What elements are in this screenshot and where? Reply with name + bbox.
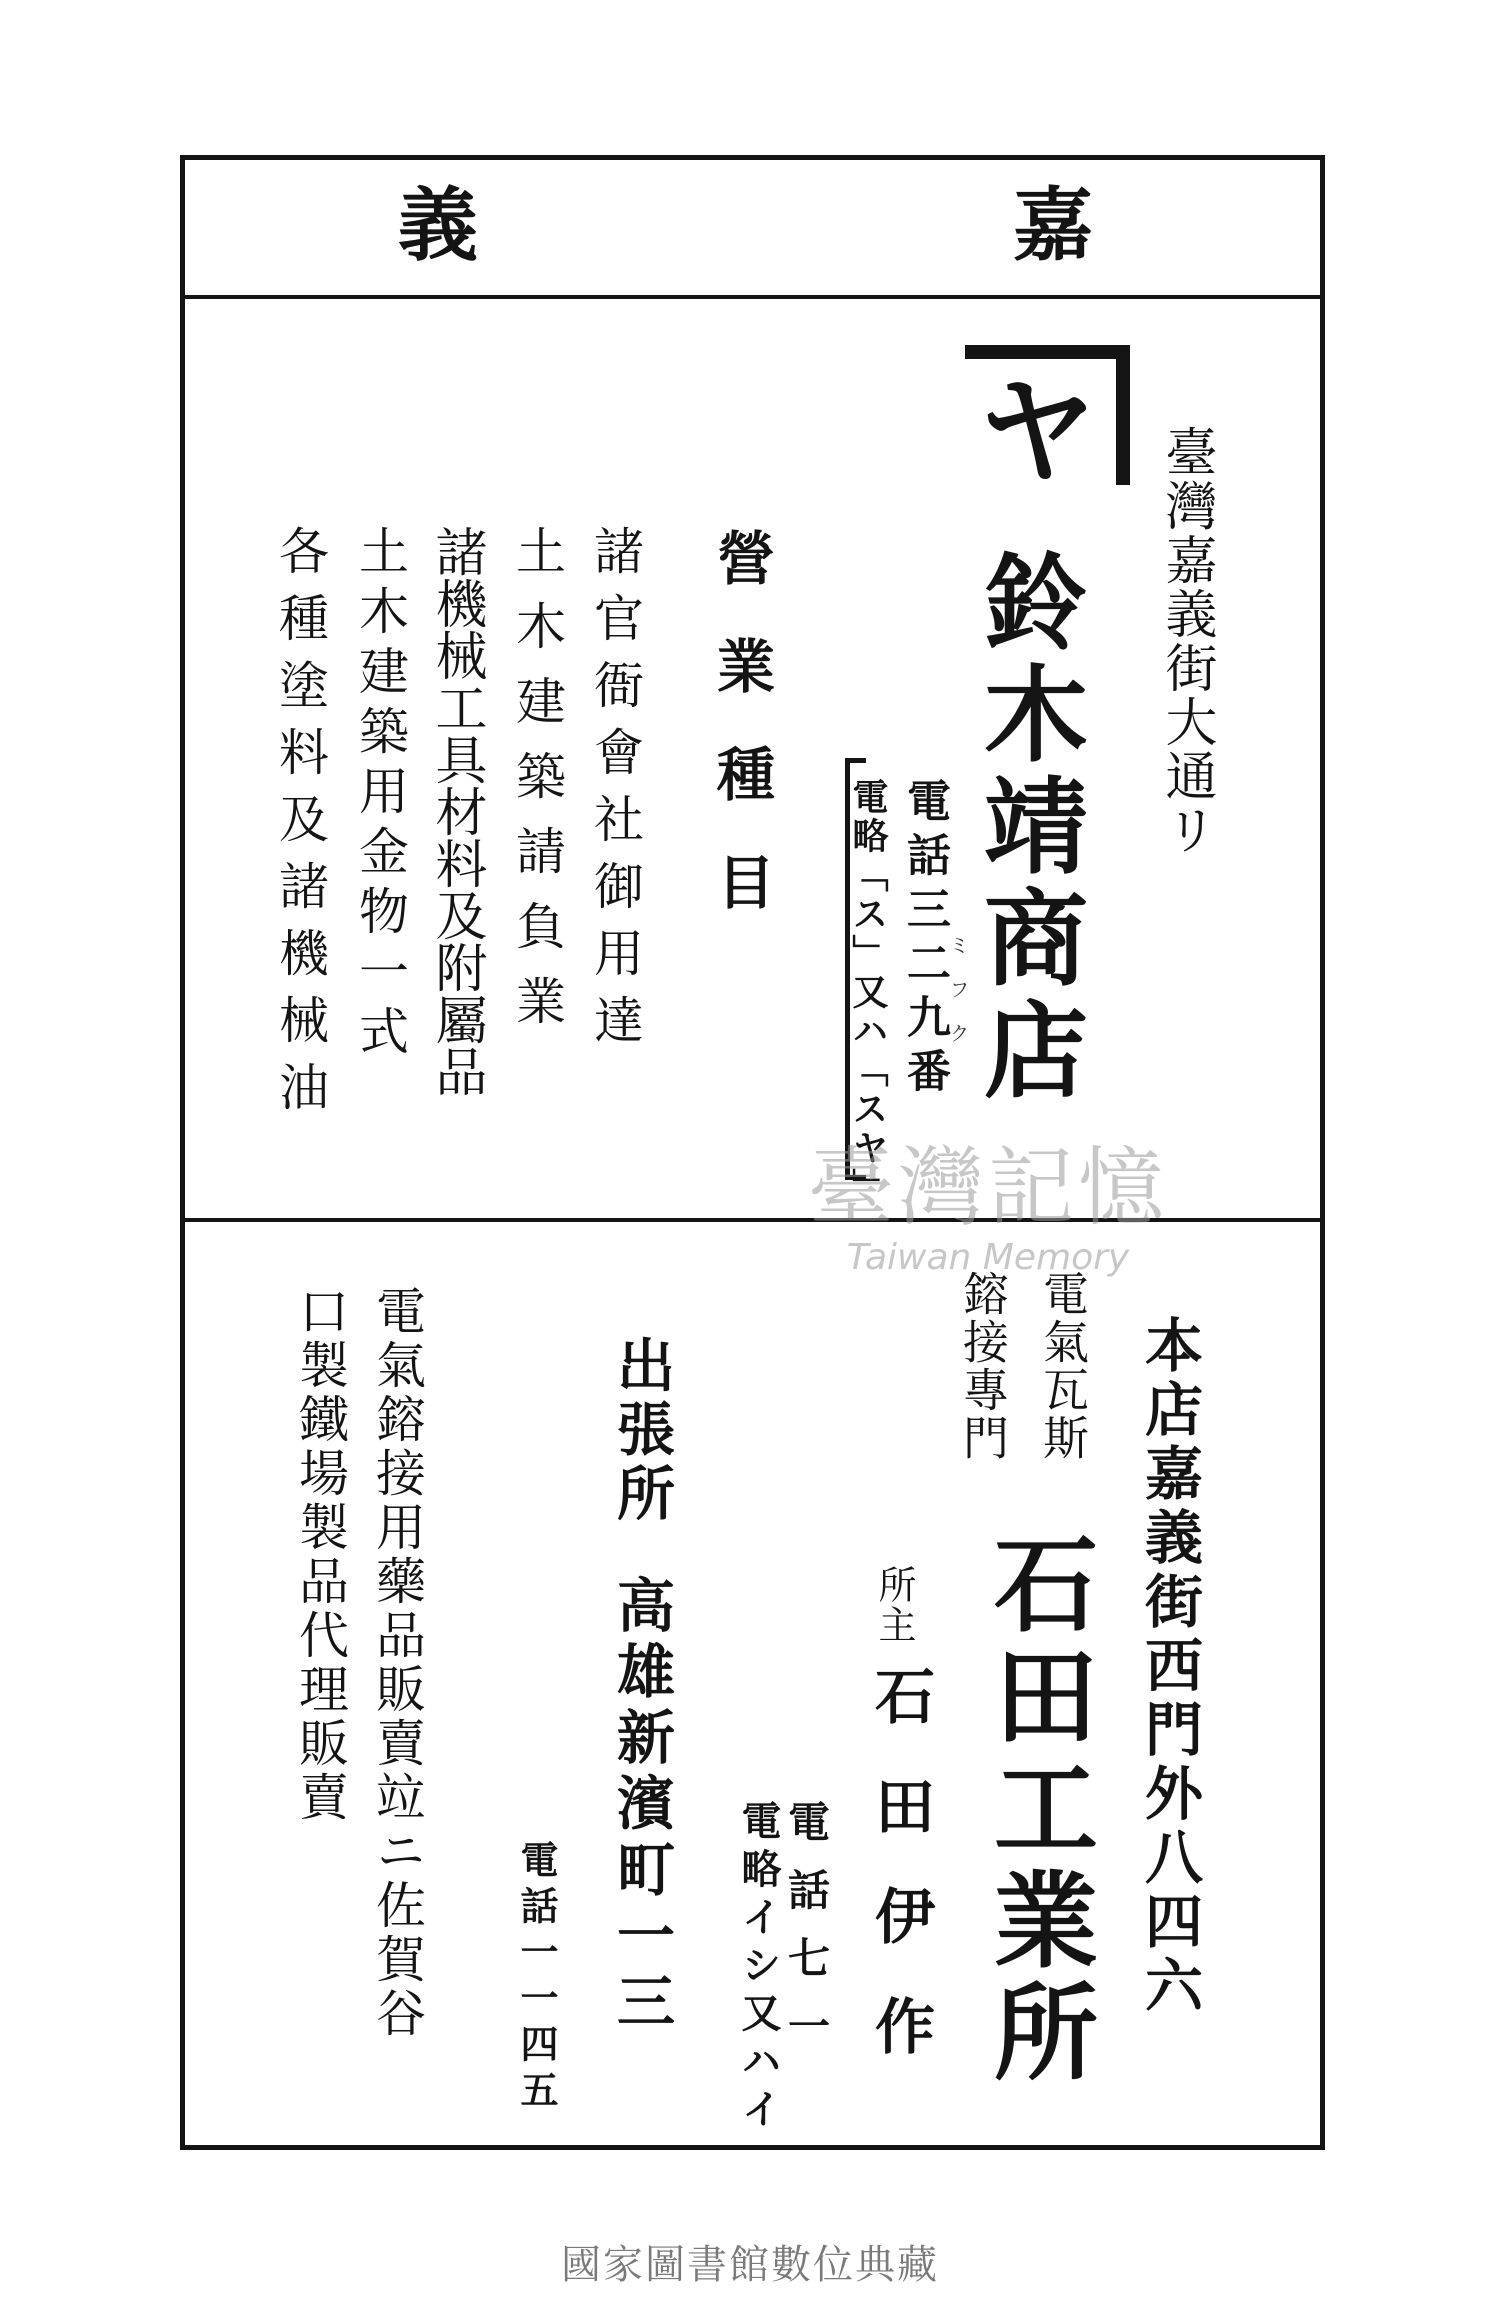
branch-address: 高雄新濱町一三 [607,1575,675,2037]
business-item-5: 各種塗料及諸機械油 [271,525,329,1128]
business-item-3: 諸機械工具材料及附屬品 [426,525,486,1097]
suzuki-shop-name: 鈴木靖商店 [966,548,1089,1108]
ya-mark-icon [965,345,1130,500]
business-item-2: 土木建築請負業 [508,525,566,1050]
ishida-specialty-2: 鎔接專門 [956,1270,1010,1462]
agency-line-1: 電氣鎔接用藥品販賣竝ニ佐賀谷 [368,1285,426,2041]
ishida-phone: 電話七一 [782,1800,831,2072]
ishida-specialty-1: 電氣瓦斯 [1036,1270,1090,1462]
suzuki-phone-ruby: ミフク [946,935,970,1067]
ishida-owner-name: 石田伊作 [865,1665,935,2105]
header-char-right: 嘉 [1013,178,1093,272]
suzuki-logo [965,345,1130,500]
business-item-1: 諸官衙會社御用達 [586,525,644,1061]
suzuki-phone: 電話三二九番 [899,778,950,1102]
ishida-address: 本店嘉義街西門外八四六 [1135,1315,1203,2019]
watermark-cjk: 臺灣記憶 [808,1138,1168,1238]
business-item-4: 土木建築用金物一式 [351,525,409,1065]
logo-glyph: ヤ [977,363,1097,500]
watermark [748,1138,1228,1295]
agency-line-2: 口製鐵場製品代理販賣 [291,1285,349,1825]
ishida-owner-label: 所主 [872,1565,916,1645]
business-heading: 營業種目 [707,528,775,960]
ishida-telegram: 電略イシ又ハイ [735,1800,782,2136]
branch-phone: 電話一一四五 [514,1840,559,2116]
watermark-en: Taiwan Memory [846,1237,1130,1278]
branch-label: 出張所 [607,1335,675,1527]
ishida-shop-name: 石田工業所 [976,1530,1099,2090]
footer-credit: 國家圖書館數位典藏 [561,2242,939,2288]
suzuki-address: 臺灣嘉義街大通リ [1156,425,1216,857]
suzuki-telegram: 電略「ス」又ハ「スヤ」 [847,778,889,1207]
header-char-left: 義 [398,178,478,272]
header-divider [183,295,1323,299]
